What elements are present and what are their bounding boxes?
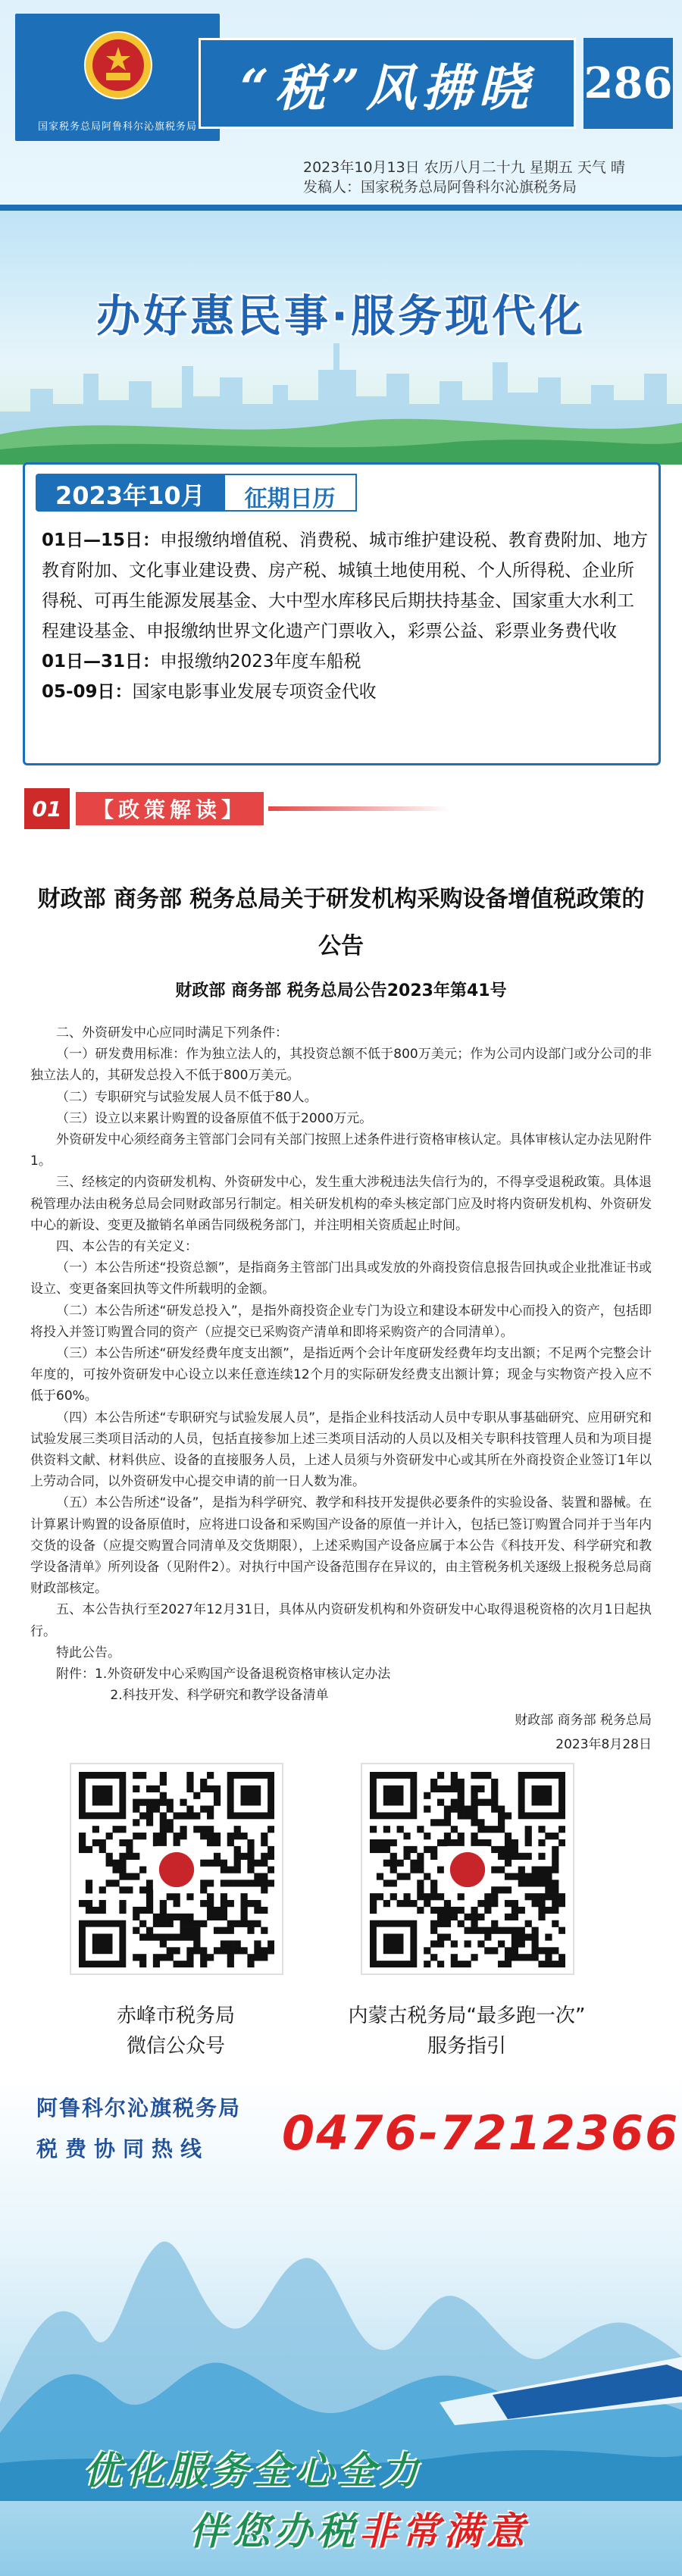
city-skyline-illustration: [0, 328, 682, 465]
article-paragraph: 特此公告。: [56, 1645, 120, 1660]
tax-emblem-icon: [83, 30, 153, 100]
article-paragraph: （三）设立以来累计购置的设备原值不低于2000万元。: [56, 1110, 373, 1126]
article-paragraph: （一）研发费用标准：作为独立法人的，其投资总额不低于800万美元；作为公司内设部门或分公司的非独立法人的，其研发总投入不低于800万美元。: [30, 1047, 652, 1084]
qr-caption-line: 赤峰市税务局: [116, 2005, 235, 2027]
issue-number: 286: [583, 38, 673, 129]
qr-caption-line: 内蒙古税务局“最多跑一次”: [348, 2005, 586, 2027]
article-paragraph: 五、本公告执行至2027年12月31日，具体从内资研发机构和外资研发中心取得退税资格的次月1日起执行。: [30, 1602, 652, 1639]
footer-slogan-2-part-b: 非常满意: [359, 2509, 529, 2553]
calendar-item-text: 国家电影事业发展专项资金代收: [132, 682, 377, 702]
qr-caption-line: 服务指引: [427, 2035, 506, 2058]
section-header-policy: [24, 788, 450, 829]
qr-caption-2: [330, 2001, 603, 2061]
article-paragraph: （二）专职研究与试验发展人员不低于80人。: [56, 1089, 318, 1105]
calendar-label: 征期日历: [225, 474, 357, 512]
qr-caption-line: 微信公众号: [126, 2035, 225, 2058]
calendar-item: [42, 525, 648, 646]
publication-title: “税”风拂晓: [240, 58, 534, 117]
calendar-items: [42, 525, 648, 707]
footer-slogan-2-part-a: 伴您办税: [189, 2509, 359, 2553]
banner-slogan: 办好惠民事·服务现代化: [95, 290, 587, 342]
article-paragraph: 三、经核定的内资研发机构、外资研发中心，发生重大涉税违法失信行为的，不得享受退税政策。具体退税管理办法由税务总局会同财政部另行制定。相关研发机构的牵头核定部门应及时将内资研发机构、外资研发中心的新设、变更及撤销名单函告同级税务部门，并注明相关资质起止时间。: [30, 1175, 652, 1233]
header-divider: [0, 205, 682, 211]
calendar-item-text: 申报缴纳增值税、消费税、城市维护建设税、教育费附加、地方教育附加、文化事业建设费、房产税、城镇土地使用税、个人所得税、企业所得税、可再生能源发展基金、大中型水库移民后期扶持基金、国家重大水利工程建设基金、申报缴纳世界文化遗产门票收入，彩票公益、彩票业务费代收: [42, 531, 649, 641]
article-signature-date: 2023年8月28日: [555, 1736, 652, 1752]
footer-slogan-2: [189, 2501, 529, 2556]
masthead: [0, 0, 682, 211]
publication-title-box: [199, 38, 576, 129]
qr-code-icon: [79, 1772, 274, 1967]
calendar-item-range: 01日—15日：: [42, 531, 161, 550]
article-paragraph: （一）本公告所述“投资总额”，是指商务主管部门出具或发放的外商投资信息报告回执或企业批准证书或设立、变更备案回执等文件所载明的金额。: [30, 1260, 652, 1297]
article-title: 财政部 商务部 税务总局关于研发机构采购设备增值税政策的公告: [37, 886, 645, 959]
article-subtitle: 财政部 商务部 税务总局公告2023年第41号: [175, 981, 507, 1000]
qr-code-icon: [370, 1772, 565, 1967]
footer-slogan-1: 优化服务全心全力: [83, 2448, 423, 2493]
article-paragraph: 附件：1.外资研发中心采购国产设备退税资格审核认定办法: [56, 1667, 391, 1682]
article-paragraph: 外资研发中心须经商务主管部门会同有关部门按照上述条件进行资格审核认定。具体审核认定办法见附件1。: [30, 1132, 652, 1169]
calendar-item: [42, 677, 648, 707]
calendar-item: [42, 646, 648, 677]
qr-center-logo-icon: [159, 1852, 194, 1887]
tax-calendar-panel: [23, 462, 661, 765]
hotline-label: 税费协同热线: [36, 2136, 210, 2161]
calendar-item-range: 05-09日：: [42, 682, 133, 702]
qr-center-logo-icon: [450, 1852, 485, 1887]
qr-code-chifeng-wechat: [70, 1763, 283, 1975]
article-signature: 财政部 商务部 税务总局: [515, 1712, 652, 1728]
calendar-item-range: 01日—31日：: [42, 652, 161, 671]
article-paragraph: 2.科技开发、科学研究和教学设备清单: [110, 1688, 329, 1704]
article-paragraph: （三）本公告所述“研发经费年度支出额”，是指近两个会计年度研发经费年均支出额；不足两个完整会计年度的，可按外资研发中心设立以来任意连续12个月的实际研发经费支出额计算；现金与实物资产投入应不低于60%。: [30, 1346, 652, 1404]
article-paragraph: 四、本公告的有关定义：: [56, 1239, 198, 1255]
article-body: [30, 1022, 652, 1707]
tax-bureau-logo: [15, 14, 220, 141]
calendar-item-text: 申报缴纳2023年度车船税: [160, 652, 361, 671]
hotline-number: 0476-7212366: [282, 2105, 680, 2161]
article-paragraph: （四）本公告所述“专职研究与试验发展人员”，是指企业科技活动人员中专职从事基础研究、应用研究和试验发展三类项目活动的人员，包括直接参加上述三类项目活动的人员以及相关专职科技管理人员和为项目提供资料文献、材料供应、设备的直接服务人员，上述人员须与外资研发中心或其所在外商投资企业签订1年以上劳动合同，以外资研发中心提交申请的前一日人数为准。: [30, 1410, 652, 1490]
article-paragraph: （二）本公告所述“研发总投入”，是指外商投资企业专门为设立和建设本研发中心而投入的资产，包括即将投入并签订购置合同的资产（应提交已采购资产清单和即将采购资产的合同清单）。: [30, 1303, 652, 1340]
date-line: 2023年10月13日 农历八月二十九 星期五 天气 晴: [303, 159, 625, 176]
calendar-month: 2023年10月: [36, 474, 225, 512]
article-paragraph: （五）本公告所述“设备”，是指为科学研究、教学和科技开发提供必要条件的实验设备、装置和器械。在计算累计购置的设备原值时，应将进口设备和采购国产设备的原值一并计入，包括已签订购置合同并于当年内交货的设备（应提交购置合同清单及交货期限），上述采购国产设备应属于本公告《科技开发、科学研究和教学设备清单》所列设备（见附件2）。对执行中国产设备范围存在异议的，由主管税务机关逐级上报税务总局商财政部核定。: [30, 1495, 652, 1597]
qr-code-inner-mongolia-guide: [361, 1763, 574, 1975]
policy-article: [30, 876, 652, 1755]
logo-caption: 国家税务总局阿鲁科尔沁旗税务局: [37, 121, 197, 133]
publisher-line: 发稿人：国家税务总局阿鲁科尔沁旗税务局: [303, 179, 577, 196]
section-number: 01: [24, 788, 70, 829]
section-label: 【政策解读】: [76, 792, 264, 825]
section-decor-line: [268, 806, 450, 811]
article-paragraph: 二、外资研发中心应同时满足下列条件：: [56, 1025, 288, 1041]
calendar-header: [36, 474, 357, 512]
contact-office-name: 阿鲁科尔沁旗税务局: [36, 2096, 242, 2121]
qr-caption-1: [39, 2001, 312, 2061]
hero-banner: [0, 211, 682, 465]
